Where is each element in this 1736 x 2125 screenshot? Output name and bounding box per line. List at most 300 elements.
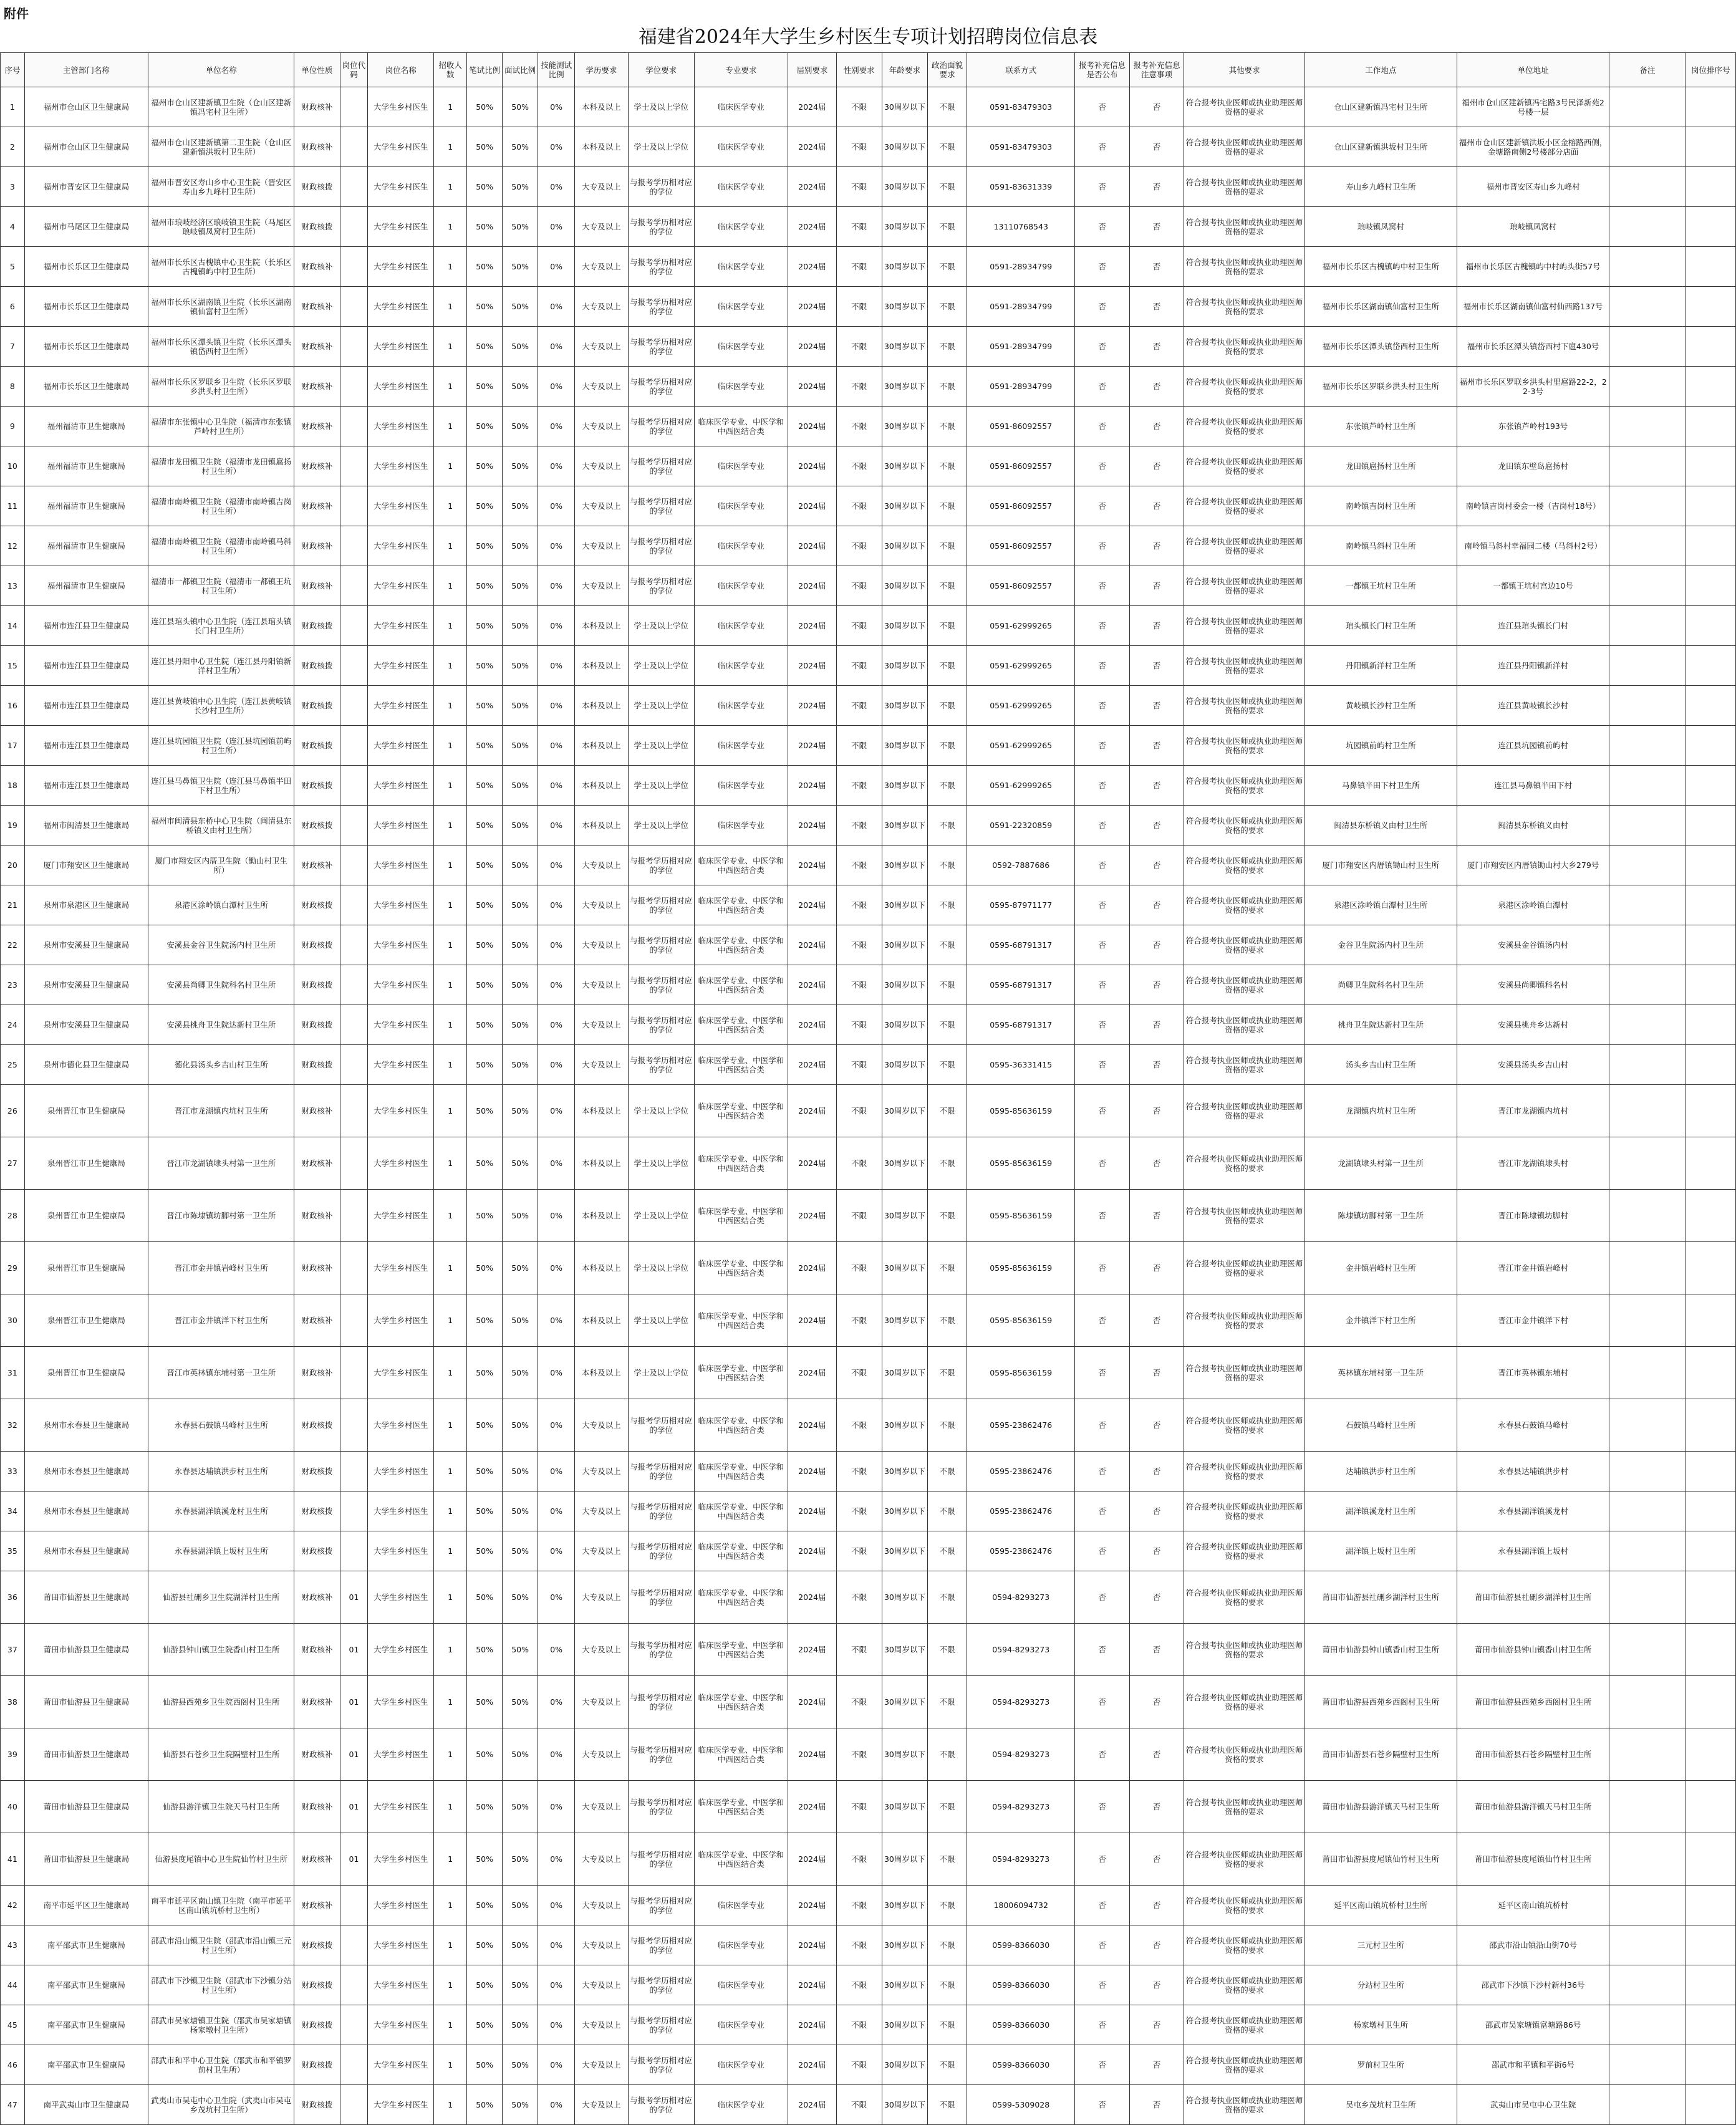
cell-extra-notes: 否 [1129, 885, 1184, 925]
cell-extra-notes: 否 [1129, 1728, 1184, 1781]
cell-interview-ratio: 50% [503, 407, 538, 446]
cell-hires: 1 [434, 646, 467, 686]
cell-contact: 13110768543 [967, 207, 1075, 247]
cell-dept: 福州市连江县卫生健康局 [24, 686, 148, 726]
cell-other-req: 符合报考执业医师或执业助理医师资格的要求 [1184, 327, 1304, 367]
attachment-label: 附件 [4, 6, 29, 21]
cell-post-code [340, 766, 368, 806]
cell-post-order [1685, 446, 1736, 486]
cell-seq: 33 [1, 1452, 25, 1491]
cell-extra-published: 否 [1075, 87, 1130, 127]
cell-extra-published: 否 [1075, 2005, 1130, 2045]
cell-unit-address: 福州市长乐区罗联乡洪头村里扈路22-2，22-3号 [1457, 367, 1609, 407]
col-header-contact: 联系方式 [967, 53, 1075, 87]
cell-post-code [340, 1491, 368, 1531]
cell-post-order [1685, 1728, 1736, 1781]
cell-remarks [1609, 1781, 1685, 1833]
cell-post-name: 大学生乡村医生 [368, 1347, 434, 1399]
cell-post-name: 大学生乡村医生 [368, 1624, 434, 1676]
cell-contact: 0591-86092557 [967, 407, 1075, 446]
cell-hires: 1 [434, 1624, 467, 1676]
cell-skill-ratio: 0% [538, 1833, 575, 1886]
cell-written-ratio: 50% [467, 566, 503, 606]
cell-major: 临床医学专业 [694, 287, 788, 327]
cell-politics: 不限 [928, 446, 967, 486]
cell-major: 临床医学专业 [694, 686, 788, 726]
cell-unit-type: 财政核补 [294, 1190, 340, 1242]
cell-degree: 学士及以上学位 [628, 806, 694, 846]
col-header-major: 专业要求 [694, 53, 788, 87]
cell-degree: 学士及以上学位 [628, 87, 694, 127]
cell-seq: 10 [1, 446, 25, 486]
cell-extra-notes: 否 [1129, 726, 1184, 766]
cell-hires: 1 [434, 526, 467, 566]
cell-unit-type: 财政核补 [294, 1347, 340, 1399]
cell-degree: 与报考学历相对应的学位 [628, 1571, 694, 1624]
cell-gender: 不限 [836, 1965, 882, 2005]
cell-politics: 不限 [928, 327, 967, 367]
cell-grad-year: 2024届 [788, 1242, 836, 1294]
cell-dept: 福州福清市卫生健康局 [24, 486, 148, 526]
cell-edu: 本科及以上 [575, 726, 629, 766]
table-row [1, 1965, 1736, 2005]
cell-seq: 30 [1, 1294, 25, 1347]
cell-post-name: 大学生乡村医生 [368, 446, 434, 486]
cell-post-order [1685, 1624, 1736, 1676]
cell-edu: 大专及以上 [575, 167, 629, 207]
cell-extra-notes: 否 [1129, 1190, 1184, 1242]
cell-post-order [1685, 327, 1736, 367]
col-header-extra-published: 报考补充信息是否公布 [1075, 53, 1130, 87]
cell-major: 临床医学专业、中医学和中西医结合类 [694, 1242, 788, 1294]
cell-work-location: 东张镇芦岭村卫生所 [1304, 407, 1457, 446]
cell-contact: 0591-28934799 [967, 247, 1075, 287]
cell-seq: 38 [1, 1676, 25, 1728]
cell-edu: 大专及以上 [575, 566, 629, 606]
cell-interview-ratio: 50% [503, 1399, 538, 1452]
cell-extra-published: 否 [1075, 167, 1130, 207]
cell-unit-address: 邵武市下沙镇下沙村新村36号 [1457, 1965, 1609, 2005]
cell-unit: 福州市长乐区潭头镇卫生院（长乐区潭头镇岱西村卫生所） [148, 327, 294, 367]
cell-extra-published: 否 [1075, 1781, 1130, 1833]
cell-unit-type: 财政核补 [294, 1728, 340, 1781]
cell-grad-year: 2024届 [788, 1347, 836, 1399]
cell-seq: 42 [1, 1886, 25, 1925]
cell-gender: 不限 [836, 1399, 882, 1452]
cell-grad-year: 2024届 [788, 1728, 836, 1781]
cell-contact: 0591-83479303 [967, 87, 1075, 127]
cell-work-location: 湖洋镇上坂村卫生所 [1304, 1531, 1457, 1571]
cell-remarks [1609, 486, 1685, 526]
cell-contact: 0595-68791317 [967, 1005, 1075, 1045]
table-row [1, 806, 1736, 846]
cell-extra-published: 否 [1075, 1571, 1130, 1624]
cell-written-ratio: 50% [467, 486, 503, 526]
cell-edu: 大专及以上 [575, 925, 629, 965]
cell-seq: 22 [1, 925, 25, 965]
cell-unit-address: 南岭镇吉岗村委会一楼（吉岗村18号） [1457, 486, 1609, 526]
cell-gender: 不限 [836, 167, 882, 207]
col-header-politics: 政治面貌要求 [928, 53, 967, 87]
cell-post-code [340, 1886, 368, 1925]
cell-age: 30周岁以下 [882, 766, 927, 806]
cell-post-name: 大学生乡村医生 [368, 1491, 434, 1531]
cell-seq: 27 [1, 1137, 25, 1190]
cell-politics: 不限 [928, 1137, 967, 1190]
cell-written-ratio: 50% [467, 965, 503, 1005]
cell-politics: 不限 [928, 1886, 967, 1925]
cell-gender: 不限 [836, 1531, 882, 1571]
cell-extra-published: 否 [1075, 1531, 1130, 1571]
cell-extra-published: 否 [1075, 1347, 1130, 1399]
cell-interview-ratio: 50% [503, 247, 538, 287]
cell-work-location: 尚卿卫生院科名村卫生所 [1304, 965, 1457, 1005]
cell-written-ratio: 50% [467, 367, 503, 407]
cell-politics: 不限 [928, 686, 967, 726]
cell-politics: 不限 [928, 2005, 967, 2045]
cell-post-name: 大学生乡村医生 [368, 207, 434, 247]
cell-contact: 0595-85636159 [967, 1347, 1075, 1399]
cell-other-req: 符合报考执业医师或执业助理医师资格的要求 [1184, 207, 1304, 247]
cell-hires: 1 [434, 1886, 467, 1925]
cell-post-name: 大学生乡村医生 [368, 1294, 434, 1347]
cell-seq: 8 [1, 367, 25, 407]
cell-unit-type: 财政核拨 [294, 686, 340, 726]
cell-edu: 大专及以上 [575, 207, 629, 247]
cell-politics: 不限 [928, 167, 967, 207]
cell-seq: 36 [1, 1571, 25, 1624]
cell-skill-ratio: 0% [538, 2045, 575, 2085]
cell-extra-published: 否 [1075, 1676, 1130, 1728]
cell-age: 30周岁以下 [882, 885, 927, 925]
cell-extra-notes: 否 [1129, 327, 1184, 367]
cell-extra-published: 否 [1075, 1399, 1130, 1452]
cell-post-order [1685, 1137, 1736, 1190]
cell-seq: 45 [1, 2005, 25, 2045]
cell-post-name: 大学生乡村医生 [368, 1886, 434, 1925]
cell-post-name: 大学生乡村医生 [368, 686, 434, 726]
cell-post-order [1685, 606, 1736, 646]
cell-other-req: 符合报考执业医师或执业助理医师资格的要求 [1184, 965, 1304, 1005]
cell-hires: 1 [434, 806, 467, 846]
cell-major: 临床医学专业 [694, 207, 788, 247]
cell-other-req: 符合报考执业医师或执业助理医师资格的要求 [1184, 1571, 1304, 1624]
cell-unit: 晋江市龙湖镇内坑村卫生所 [148, 1085, 294, 1137]
cell-written-ratio: 50% [467, 766, 503, 806]
cell-politics: 不限 [928, 526, 967, 566]
cell-remarks [1609, 2085, 1685, 2125]
cell-grad-year: 2024届 [788, 327, 836, 367]
cell-gender: 不限 [836, 1491, 882, 1531]
cell-post-order [1685, 1925, 1736, 1965]
cell-remarks [1609, 965, 1685, 1005]
cell-grad-year: 2024届 [788, 486, 836, 526]
cell-work-location: 延平区南山镇坑桥村卫生所 [1304, 1886, 1457, 1925]
cell-extra-notes: 否 [1129, 1005, 1184, 1045]
cell-unit-type: 财政核补 [294, 1886, 340, 1925]
cell-unit-address: 连江县琯头镇长门村 [1457, 606, 1609, 646]
cell-contact: 0595-85636159 [967, 1137, 1075, 1190]
cell-dept: 泉州市安溪县卫生健康局 [24, 925, 148, 965]
cell-unit-type: 财政核拨 [294, 1531, 340, 1571]
cell-work-location: 福州市长乐区潭头镇岱西村卫生所 [1304, 327, 1457, 367]
cell-unit-type: 财政核补 [294, 486, 340, 526]
cell-seq: 6 [1, 287, 25, 327]
cell-post-code: 01 [340, 1571, 368, 1624]
cell-major: 临床医学专业 [694, 646, 788, 686]
cell-seq: 21 [1, 885, 25, 925]
cell-dept: 福州市连江县卫生健康局 [24, 646, 148, 686]
cell-unit: 福州市长乐区湖南镇卫生院（长乐区湖南镇仙富村卫生所） [148, 287, 294, 327]
cell-major: 临床医学专业、中医学和中西医结合类 [694, 1399, 788, 1452]
cell-work-location: 龙湖镇埭头村第一卫生所 [1304, 1137, 1457, 1190]
cell-grad-year: 2024届 [788, 646, 836, 686]
cell-unit-address: 莆田市仙游县钟山镇香山村卫生所 [1457, 1624, 1609, 1676]
cell-gender: 不限 [836, 1347, 882, 1399]
cell-skill-ratio: 0% [538, 1085, 575, 1137]
cell-edu: 大专及以上 [575, 1728, 629, 1781]
cell-work-location: 马鼻镇半田下村卫生所 [1304, 766, 1457, 806]
cell-gender: 不限 [836, 526, 882, 566]
cell-extra-notes: 否 [1129, 2085, 1184, 2125]
cell-interview-ratio: 50% [503, 1452, 538, 1491]
cell-post-name: 大学生乡村医生 [368, 1399, 434, 1452]
cell-major: 临床医学专业 [694, 806, 788, 846]
cell-edu: 大专及以上 [575, 486, 629, 526]
cell-unit-type: 财政核拨 [294, 925, 340, 965]
cell-edu: 大专及以上 [575, 2045, 629, 2085]
cell-major: 临床医学专业 [694, 726, 788, 766]
cell-hires: 1 [434, 606, 467, 646]
cell-politics: 不限 [928, 885, 967, 925]
cell-extra-published: 否 [1075, 1242, 1130, 1294]
cell-grad-year: 2024届 [788, 1005, 836, 1045]
cell-extra-notes: 否 [1129, 127, 1184, 167]
cell-written-ratio: 50% [467, 1347, 503, 1399]
cell-unit-type: 财政核拨 [294, 646, 340, 686]
table-row [1, 1190, 1736, 1242]
cell-post-code: 01 [340, 1624, 368, 1676]
cell-unit: 武夷山市吴屯中心卫生院（武夷山市吴屯乡茂坑村卫生所） [148, 2085, 294, 2125]
cell-age: 30周岁以下 [882, 2045, 927, 2085]
cell-post-code [340, 446, 368, 486]
table-row [1, 2045, 1736, 2085]
cell-contact: 0595-23862476 [967, 1399, 1075, 1452]
cell-major: 临床医学专业、中医学和中西医结合类 [694, 1571, 788, 1624]
cell-age: 30周岁以下 [882, 806, 927, 846]
cell-gender: 不限 [836, 2005, 882, 2045]
cell-post-order [1685, 846, 1736, 885]
cell-remarks [1609, 207, 1685, 247]
cell-edu: 大专及以上 [575, 2085, 629, 2125]
cell-degree: 与报考学历相对应的学位 [628, 247, 694, 287]
cell-major: 临床医学专业、中医学和中西医结合类 [694, 1085, 788, 1137]
cell-age: 30周岁以下 [882, 167, 927, 207]
cell-hires: 1 [434, 1925, 467, 1965]
table-row [1, 2005, 1736, 2045]
cell-post-name: 大学生乡村医生 [368, 766, 434, 806]
cell-unit-type: 财政核补 [294, 1085, 340, 1137]
cell-politics: 不限 [928, 367, 967, 407]
cell-grad-year: 2024届 [788, 1452, 836, 1491]
cell-work-location: 吴屯乡茂坑村卫生所 [1304, 2085, 1457, 2125]
cell-unit-type: 财政核补 [294, 407, 340, 446]
cell-remarks [1609, 247, 1685, 287]
cell-degree: 学士及以上学位 [628, 1242, 694, 1294]
cell-politics: 不限 [928, 766, 967, 806]
cell-gender: 不限 [836, 247, 882, 287]
cell-contact: 0591-22320859 [967, 806, 1075, 846]
cell-gender: 不限 [836, 407, 882, 446]
cell-written-ratio: 50% [467, 1452, 503, 1491]
cell-grad-year: 2024届 [788, 2045, 836, 2085]
cell-other-req: 符合报考执业医师或执业助理医师资格的要求 [1184, 925, 1304, 965]
cell-remarks [1609, 1531, 1685, 1571]
cell-post-name: 大学生乡村医生 [368, 1781, 434, 1833]
cell-post-name: 大学生乡村医生 [368, 1925, 434, 1965]
table-row [1, 526, 1736, 566]
cell-skill-ratio: 0% [538, 1781, 575, 1833]
cell-hires: 1 [434, 686, 467, 726]
table-row [1, 127, 1736, 167]
cell-post-code [340, 1294, 368, 1347]
cell-post-code [340, 566, 368, 606]
cell-hires: 1 [434, 566, 467, 606]
cell-written-ratio: 50% [467, 1965, 503, 2005]
cell-gender: 不限 [836, 327, 882, 367]
cell-unit-type: 财政核拨 [294, 1005, 340, 1045]
cell-work-location: 莆田市仙游县游洋镇天马村卫生所 [1304, 1781, 1457, 1833]
cell-work-location: 福州市长乐区湖南镇仙富村卫生所 [1304, 287, 1457, 327]
cell-remarks [1609, 1085, 1685, 1137]
cell-major: 临床医学专业、中医学和中西医结合类 [694, 1676, 788, 1728]
cell-seq: 20 [1, 846, 25, 885]
cell-hires: 1 [434, 207, 467, 247]
cell-contact: 0591-62999265 [967, 726, 1075, 766]
cell-contact: 0594-8293273 [967, 1781, 1075, 1833]
cell-skill-ratio: 0% [538, 1137, 575, 1190]
cell-remarks [1609, 846, 1685, 885]
cell-work-location: 分站村卫生所 [1304, 1965, 1457, 2005]
cell-gender: 不限 [836, 1294, 882, 1347]
cell-post-code [340, 686, 368, 726]
cell-remarks [1609, 1294, 1685, 1347]
cell-seq: 3 [1, 167, 25, 207]
cell-age: 30周岁以下 [882, 2085, 927, 2125]
cell-extra-notes: 否 [1129, 1045, 1184, 1085]
cell-degree: 与报考学历相对应的学位 [628, 287, 694, 327]
cell-politics: 不限 [928, 806, 967, 846]
table-row [1, 646, 1736, 686]
cell-post-name: 大学生乡村医生 [368, 885, 434, 925]
cell-edu: 本科及以上 [575, 1347, 629, 1399]
cell-extra-notes: 否 [1129, 1242, 1184, 1294]
cell-extra-published: 否 [1075, 1190, 1130, 1242]
cell-other-req: 符合报考执业医师或执业助理医师资格的要求 [1184, 566, 1304, 606]
cell-unit-address: 泉港区涂岭镇白潭村 [1457, 885, 1609, 925]
cell-dept: 泉州市泉港区卫生健康局 [24, 885, 148, 925]
cell-interview-ratio: 50% [503, 606, 538, 646]
cell-post-order [1685, 766, 1736, 806]
cell-unit-type: 财政核补 [294, 846, 340, 885]
cell-skill-ratio: 0% [538, 766, 575, 806]
cell-unit: 晋江市金井镇岩峰村卫生所 [148, 1242, 294, 1294]
cell-edu: 大专及以上 [575, 407, 629, 446]
cell-grad-year: 2024届 [788, 566, 836, 606]
cell-dept: 南平邵武市卫生健康局 [24, 2045, 148, 2085]
cell-post-code [340, 606, 368, 646]
cell-contact: 0591-86092557 [967, 446, 1075, 486]
cell-skill-ratio: 0% [538, 1242, 575, 1294]
cell-extra-notes: 否 [1129, 606, 1184, 646]
cell-age: 30周岁以下 [882, 1781, 927, 1833]
cell-post-order [1685, 486, 1736, 526]
cell-unit-type: 财政核拨 [294, 1965, 340, 2005]
table-row [1, 1925, 1736, 1965]
cell-post-code: 01 [340, 1781, 368, 1833]
cell-seq: 35 [1, 1531, 25, 1571]
cell-skill-ratio: 0% [538, 1886, 575, 1925]
cell-skill-ratio: 0% [538, 1531, 575, 1571]
cell-skill-ratio: 0% [538, 846, 575, 885]
cell-edu: 大专及以上 [575, 1045, 629, 1085]
cell-hires: 1 [434, 1399, 467, 1452]
cell-seq: 39 [1, 1728, 25, 1781]
cell-written-ratio: 50% [467, 606, 503, 646]
cell-written-ratio: 50% [467, 1294, 503, 1347]
cell-remarks [1609, 726, 1685, 766]
cell-post-name: 大学生乡村医生 [368, 806, 434, 846]
cell-contact: 0591-62999265 [967, 606, 1075, 646]
cell-unit: 连江县坑园镇卫生院（连江县坑园镇前屿村卫生所） [148, 726, 294, 766]
cell-interview-ratio: 50% [503, 486, 538, 526]
cell-degree: 与报考学历相对应的学位 [628, 407, 694, 446]
cell-edu: 大专及以上 [575, 1833, 629, 1886]
cell-unit: 福州市仓山区建新镇第二卫生院（仓山区建新镇洪坂村卫生所） [148, 127, 294, 167]
cell-degree: 学士及以上学位 [628, 646, 694, 686]
cell-seq: 15 [1, 646, 25, 686]
cell-seq: 25 [1, 1045, 25, 1085]
cell-other-req: 符合报考执业医师或执业助理医师资格的要求 [1184, 686, 1304, 726]
cell-age: 30周岁以下 [882, 726, 927, 766]
cell-other-req: 符合报考执业医师或执业助理医师资格的要求 [1184, 1005, 1304, 1045]
cell-post-order [1685, 1491, 1736, 1531]
cell-edu: 大专及以上 [575, 247, 629, 287]
cell-edu: 本科及以上 [575, 686, 629, 726]
cell-gender: 不限 [836, 1624, 882, 1676]
cell-hires: 1 [434, 1137, 467, 1190]
cell-remarks [1609, 1728, 1685, 1781]
cell-degree: 学士及以上学位 [628, 686, 694, 726]
cell-interview-ratio: 50% [503, 1571, 538, 1624]
cell-dept: 福州市仓山区卫生健康局 [24, 127, 148, 167]
table-row [1, 1452, 1736, 1491]
cell-unit-address: 福州市长乐区湖南镇仙富村仙西路137号 [1457, 287, 1609, 327]
cell-post-code: 01 [340, 1676, 368, 1728]
cell-post-code [340, 2005, 368, 2045]
cell-unit-type: 财政核补 [294, 1242, 340, 1294]
cell-written-ratio: 50% [467, 407, 503, 446]
cell-skill-ratio: 0% [538, 686, 575, 726]
cell-age: 30周岁以下 [882, 2005, 927, 2045]
cell-extra-notes: 否 [1129, 566, 1184, 606]
cell-post-code [340, 1190, 368, 1242]
cell-major: 临床医学专业 [694, 1965, 788, 2005]
cell-hires: 1 [434, 726, 467, 766]
cell-age: 30周岁以下 [882, 1531, 927, 1571]
cell-degree: 学士及以上学位 [628, 127, 694, 167]
cell-skill-ratio: 0% [538, 287, 575, 327]
